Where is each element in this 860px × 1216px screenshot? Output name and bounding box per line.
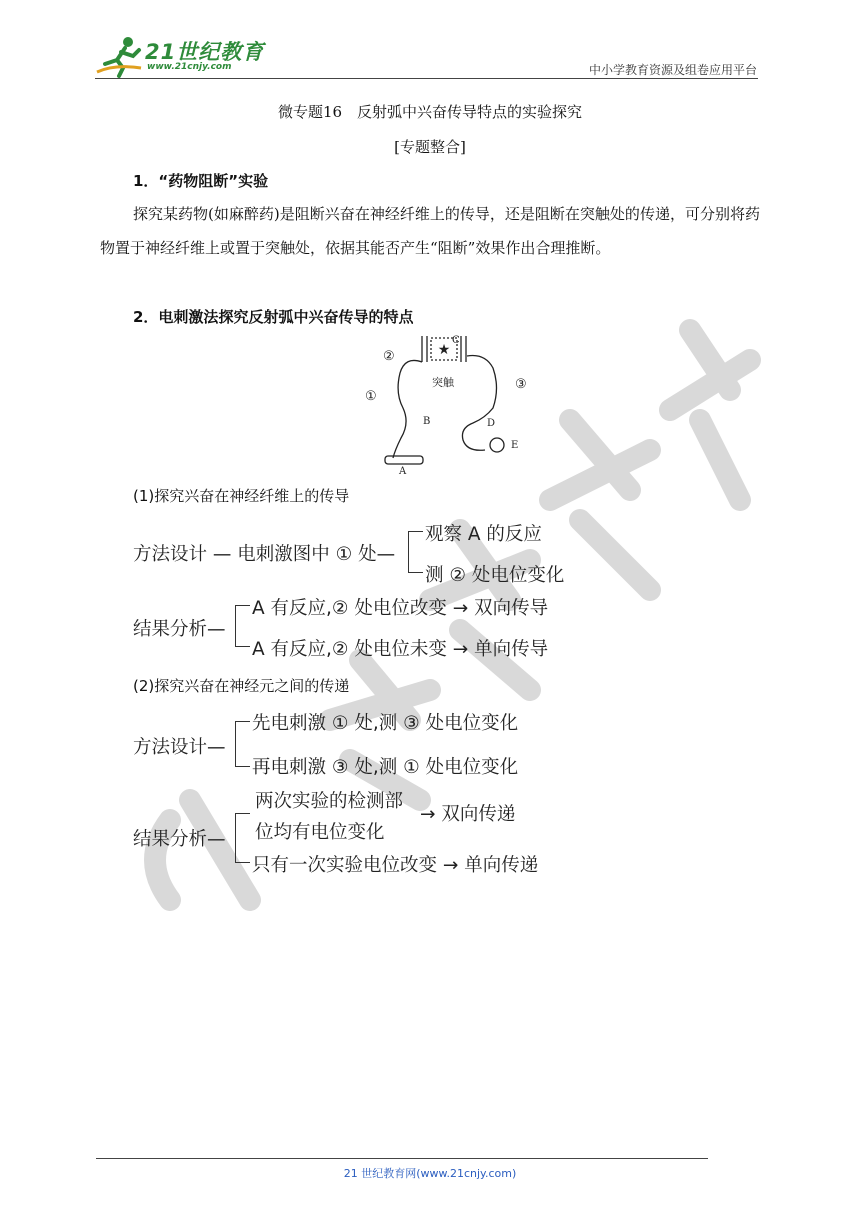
part-2-heading: (2)探究兴奋在神经元之间的传递 [133,677,350,695]
logo-url: www.21cnjy.com [147,62,232,72]
label-2: ② [383,349,395,364]
logo-text: 21世纪教育 [145,40,265,64]
part-2-method-label: 方法设计— [133,737,226,758]
part-2-result-branch-1-line-1: 两次实验的检测部 [255,791,404,812]
label-e: E [511,440,519,451]
site-logo [95,34,270,78]
footer-divider [96,1158,708,1159]
label-b: B [423,416,431,427]
label-a: A [399,466,407,476]
runner-logo-icon [95,34,145,78]
label-3: ③ [515,377,527,392]
label-d: D [487,418,496,429]
part-2-method-bracket [235,721,250,767]
part-1-method-label: 方法设计 — 电刺激图中 ① 处— [133,544,396,565]
part-1-result-branch-1: A 有反应,② 处电位改变 → 双向传导 [252,598,549,619]
reflex-arc-diagram [355,328,535,476]
footer-link[interactable]: 21 世纪教育网(www.21cnjy.com) [343,1167,517,1180]
label-c: C [452,335,460,346]
part-1-result-label: 结果分析— [133,619,226,640]
section-2-heading: 2．电刺激法探究反射弧中兴奋传导的特点 [133,308,414,326]
part-2-method-branch-1: 先电刺激 ① 处,测 ③ 处电位变化 [252,713,519,734]
part-2-result-branch-2: 只有一次实验电位改变 → 单向传递 [252,855,539,876]
part-2-method-branch-2: 再电刺激 ③ 处,测 ① 处电位变化 [252,757,519,778]
header-divider [95,78,758,79]
part-1-result-bracket [235,605,250,647]
page-title: 微专题16 反射弧中兴奋传导特点的实验探究 [277,103,583,121]
label-1: ① [365,389,377,404]
part-1-result-branch-2: A 有反应,② 处电位未变 → 单向传导 [252,639,549,660]
page-subtitle: [专题整合] [394,138,466,156]
part-2-result-label: 结果分析— [133,829,226,850]
part-2-result-bracket [235,813,250,863]
part-2-result-branch-1-conclusion: → 双向传递 [420,804,516,825]
part-2-result-branch-1-line-2: 位均有电位变化 [255,822,385,843]
part-1-method-branch-1: 观察 A 的反应 [425,524,542,545]
platform-name: 中小学教育资源及组卷应用平台 [588,63,757,77]
stimulus-star-icon: ★ [437,342,451,358]
section-1-paragraph: 探究某药物(如麻醉药)是阻断兴奋在神经纤维上的传导，还是阻断在突触处的传递，可分别将药物置于神经纤维上或置于突触处，依据其能否产生“阻断”效果作出合理推断。 [100,205,760,257]
part-1-heading: (1)探究兴奋在神经纤维上的传导 [133,487,350,505]
part-1-method-bracket [408,531,423,573]
label-synapse: 突触 [432,376,454,389]
section-1-heading: 1．“药物阻断”实验 [133,172,269,190]
part-1-method-branch-2: 测 ② 处电位变化 [425,565,565,586]
